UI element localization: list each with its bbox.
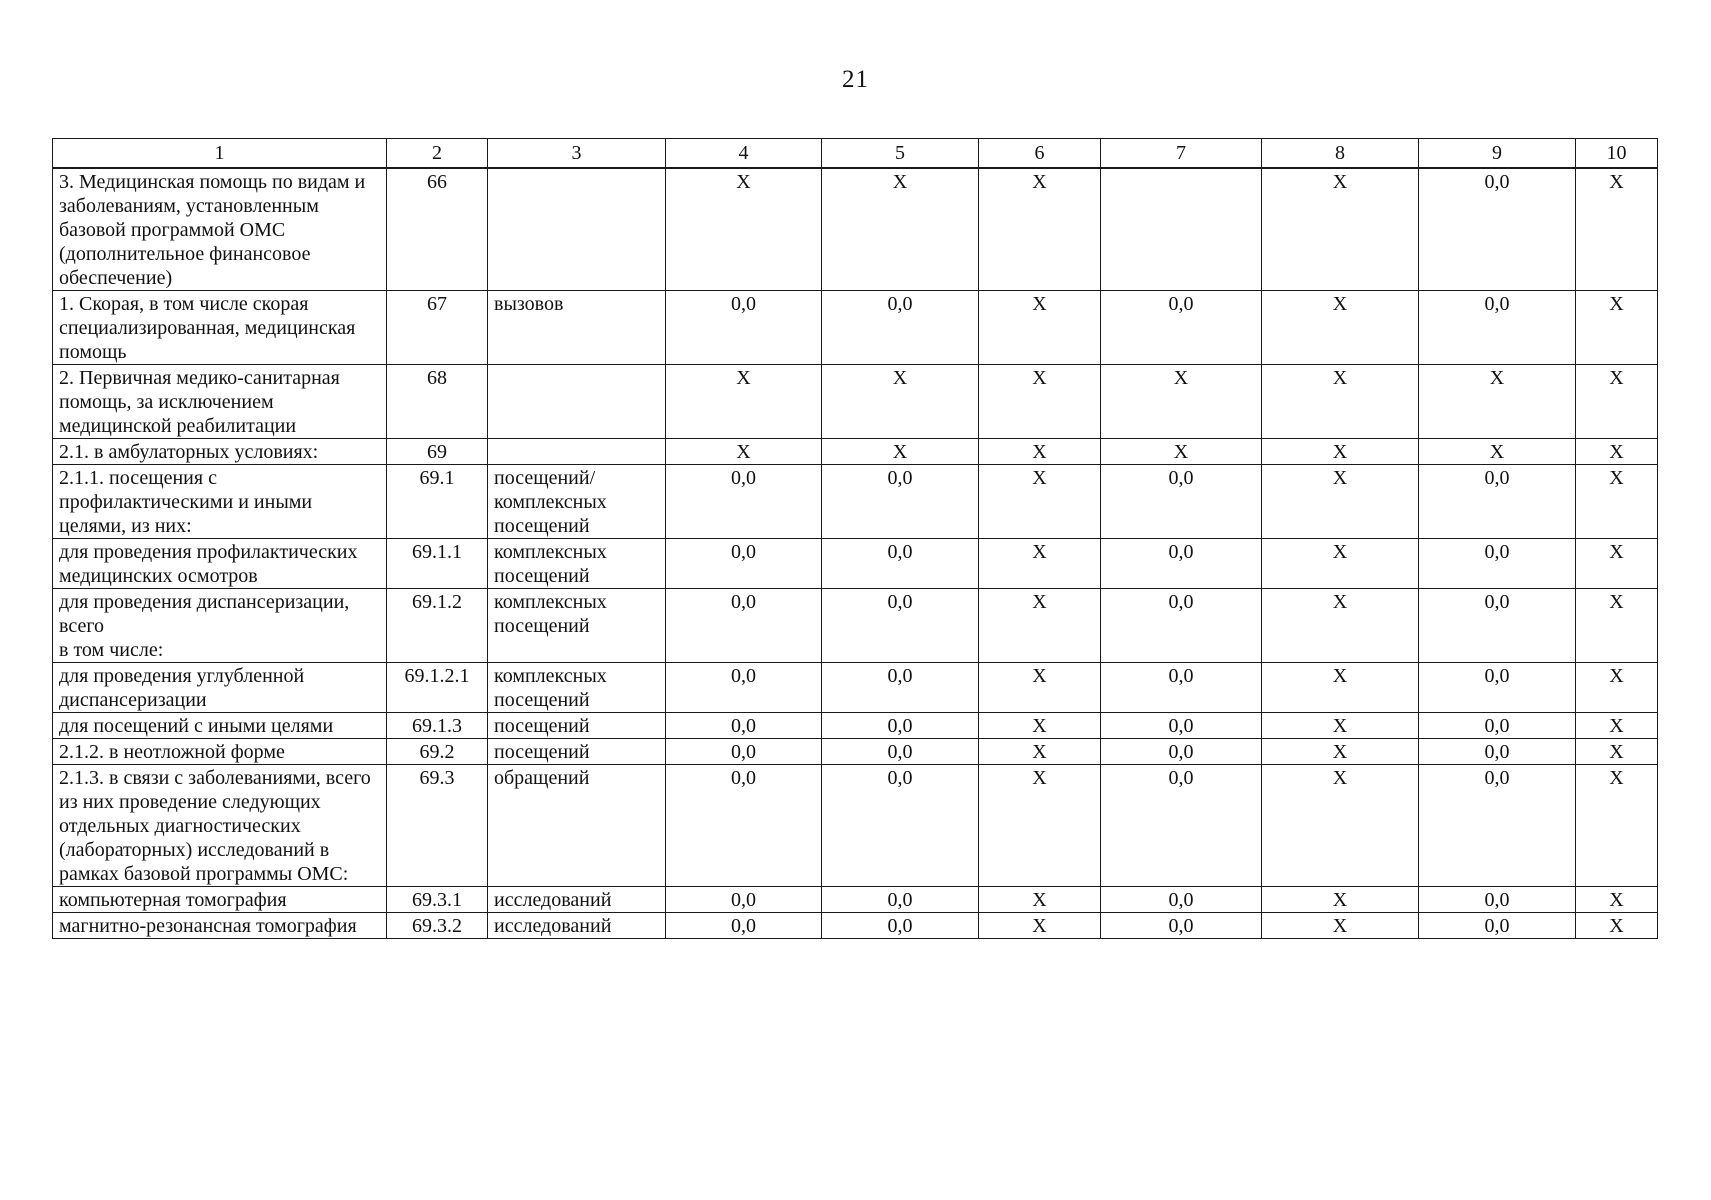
value-cell-col-5: 0,0: [822, 713, 979, 739]
value-cell-col-8: X: [1262, 539, 1419, 589]
value-cell-col-7: 0,0: [1101, 739, 1262, 765]
value-cell-col-8: X: [1262, 713, 1419, 739]
row-code-cell: 69.3.1: [387, 887, 488, 913]
table-row: [53, 589, 1658, 663]
row-code-cell: 69.1.2.1: [387, 663, 488, 713]
value-cell-col-10: X: [1576, 365, 1658, 439]
value-cell-col-6: X: [979, 713, 1101, 739]
column-header-10: 10: [1576, 139, 1658, 169]
value-cell-col-4: 0,0: [666, 739, 822, 765]
value-cell-col-5: X: [822, 168, 979, 291]
value-cell-col-9: 0,0: [1419, 739, 1576, 765]
row-unit-cell: вызовов: [488, 291, 666, 365]
row-unit-cell: [488, 439, 666, 465]
row-name-cell: 3. Медицинская помощь по видам и заболеваниям, установленным базовой программой ОМС (дополнительное финансовое обеспечение): [53, 168, 387, 291]
value-cell-col-8: X: [1262, 291, 1419, 365]
value-cell-col-9: 0,0: [1419, 887, 1576, 913]
value-cell-col-6: X: [979, 765, 1101, 887]
value-cell-col-8: X: [1262, 663, 1419, 713]
value-cell-col-6: X: [979, 439, 1101, 465]
value-cell-col-4: 0,0: [666, 713, 822, 739]
value-cell-col-10: X: [1576, 765, 1658, 887]
value-cell-col-8: X: [1262, 439, 1419, 465]
row-code-cell: 69.3.2: [387, 913, 488, 939]
table-row: [53, 291, 1658, 365]
value-cell-col-6: X: [979, 913, 1101, 939]
value-cell-col-6: X: [979, 539, 1101, 589]
column-header-4: 4: [666, 139, 822, 169]
value-cell-col-9: 0,0: [1419, 765, 1576, 887]
value-cell-col-10: X: [1576, 539, 1658, 589]
value-cell-col-6: X: [979, 887, 1101, 913]
row-code-cell: 66: [387, 168, 488, 291]
value-cell-col-5: 0,0: [822, 739, 979, 765]
table-row: [53, 887, 1658, 913]
value-cell-col-10: X: [1576, 739, 1658, 765]
value-cell-col-5: X: [822, 439, 979, 465]
value-cell-col-7: 0,0: [1101, 465, 1262, 539]
row-code-cell: 67: [387, 291, 488, 365]
value-cell-col-7: 0,0: [1101, 663, 1262, 713]
value-cell-col-5: 0,0: [822, 887, 979, 913]
row-unit-cell: [488, 168, 666, 291]
value-cell-col-8: X: [1262, 739, 1419, 765]
value-cell-col-8: X: [1262, 589, 1419, 663]
value-cell-col-9: 0,0: [1419, 291, 1576, 365]
value-cell-col-6: X: [979, 663, 1101, 713]
value-cell-col-10: X: [1576, 291, 1658, 365]
table-body: [53, 168, 1658, 939]
value-cell-col-7: 0,0: [1101, 713, 1262, 739]
table-row: [53, 365, 1658, 439]
table-row: [53, 539, 1658, 589]
value-cell-col-9: X: [1419, 439, 1576, 465]
value-cell-col-9: 0,0: [1419, 713, 1576, 739]
row-code-cell: 69: [387, 439, 488, 465]
value-cell-col-6: X: [979, 589, 1101, 663]
row-unit-cell: посещений/ комплексных посещений: [488, 465, 666, 539]
value-cell-col-7: 0,0: [1101, 291, 1262, 365]
value-cell-col-6: X: [979, 465, 1101, 539]
value-cell-col-10: X: [1576, 913, 1658, 939]
row-name-cell: 2.1. в амбулаторных условиях:: [53, 439, 387, 465]
value-cell-col-5: 0,0: [822, 539, 979, 589]
value-cell-col-8: X: [1262, 887, 1419, 913]
column-header-1: 1: [53, 139, 387, 169]
data-table: [52, 138, 1658, 939]
column-header-7: 7: [1101, 139, 1262, 169]
table-row: [53, 465, 1658, 539]
row-unit-cell: обращений: [488, 765, 666, 887]
value-cell-col-5: 0,0: [822, 465, 979, 539]
page-number: 21: [842, 66, 869, 93]
value-cell-col-10: X: [1576, 663, 1658, 713]
row-name-cell: для проведения профилактических медицинских осмотров: [53, 539, 387, 589]
column-header-2: 2: [387, 139, 488, 169]
row-code-cell: 69.2: [387, 739, 488, 765]
value-cell-col-8: X: [1262, 765, 1419, 887]
value-cell-col-4: X: [666, 439, 822, 465]
column-header-6: 6: [979, 139, 1101, 169]
column-header-3: 3: [488, 139, 666, 169]
row-name-cell: 2.1.1. посещения с профилактическими и иными целями, из них:: [53, 465, 387, 539]
value-cell-col-7: X: [1101, 365, 1262, 439]
table-row: [53, 765, 1658, 887]
value-cell-col-5: 0,0: [822, 663, 979, 713]
value-cell-col-4: 0,0: [666, 465, 822, 539]
value-cell-col-10: X: [1576, 465, 1658, 539]
table-row: [53, 913, 1658, 939]
row-name-cell: для посещений с иными целями: [53, 713, 387, 739]
table-row: [53, 439, 1658, 465]
value-cell-col-9: 0,0: [1419, 663, 1576, 713]
value-cell-col-10: X: [1576, 713, 1658, 739]
row-name-cell: компьютерная томография: [53, 887, 387, 913]
value-cell-col-9: 0,0: [1419, 589, 1576, 663]
value-cell-col-10: X: [1576, 439, 1658, 465]
value-cell-col-8: X: [1262, 168, 1419, 291]
value-cell-col-6: X: [979, 168, 1101, 291]
value-cell-col-7: 0,0: [1101, 887, 1262, 913]
value-cell-col-5: 0,0: [822, 291, 979, 365]
row-unit-cell: посещений: [488, 739, 666, 765]
row-unit-cell: посещений: [488, 713, 666, 739]
value-cell-col-7: 0,0: [1101, 765, 1262, 887]
header-row: [53, 139, 1658, 169]
value-cell-col-8: X: [1262, 913, 1419, 939]
value-cell-col-10: X: [1576, 887, 1658, 913]
value-cell-col-6: X: [979, 291, 1101, 365]
row-name-cell: для проведения углубленной диспансеризации: [53, 663, 387, 713]
value-cell-col-7: X: [1101, 439, 1262, 465]
row-name-cell: 2.1.2. в неотложной форме: [53, 739, 387, 765]
value-cell-col-9: 0,0: [1419, 465, 1576, 539]
value-cell-col-7: [1101, 168, 1262, 291]
value-cell-col-5: 0,0: [822, 913, 979, 939]
value-cell-col-4: X: [666, 168, 822, 291]
value-cell-col-4: 0,0: [666, 589, 822, 663]
column-header-8: 8: [1262, 139, 1419, 169]
row-code-cell: 69.1.1: [387, 539, 488, 589]
value-cell-col-6: X: [979, 739, 1101, 765]
row-unit-cell: комплексных посещений: [488, 589, 666, 663]
value-cell-col-10: X: [1576, 589, 1658, 663]
value-cell-col-6: X: [979, 365, 1101, 439]
value-cell-col-9: 0,0: [1419, 539, 1576, 589]
value-cell-col-8: X: [1262, 465, 1419, 539]
value-cell-col-4: 0,0: [666, 539, 822, 589]
value-cell-col-4: 0,0: [666, 887, 822, 913]
value-cell-col-5: X: [822, 365, 979, 439]
row-code-cell: 69.1.2: [387, 589, 488, 663]
value-cell-col-9: 0,0: [1419, 168, 1576, 291]
table-row: [53, 168, 1658, 291]
value-cell-col-4: 0,0: [666, 765, 822, 887]
row-code-cell: 68: [387, 365, 488, 439]
table-row: [53, 663, 1658, 713]
column-header-5: 5: [822, 139, 979, 169]
row-name-cell: 1. Скорая, в том числе скорая специализированная, медицинская помощь: [53, 291, 387, 365]
row-unit-cell: комплексных посещений: [488, 539, 666, 589]
row-unit-cell: [488, 365, 666, 439]
value-cell-col-9: 0,0: [1419, 913, 1576, 939]
row-code-cell: 69.1: [387, 465, 488, 539]
row-name-cell: 2. Первичная медико-санитарная помощь, за исключением медицинской реабилитации: [53, 365, 387, 439]
row-unit-cell: исследований: [488, 913, 666, 939]
value-cell-col-4: 0,0: [666, 663, 822, 713]
value-cell-col-4: X: [666, 365, 822, 439]
row-code-cell: 69.1.3: [387, 713, 488, 739]
table-row: [53, 713, 1658, 739]
value-cell-col-9: X: [1419, 365, 1576, 439]
value-cell-col-5: 0,0: [822, 765, 979, 887]
value-cell-col-4: 0,0: [666, 291, 822, 365]
value-cell-col-8: X: [1262, 365, 1419, 439]
table-row: [53, 739, 1658, 765]
row-unit-cell: исследований: [488, 887, 666, 913]
column-header-9: 9: [1419, 139, 1576, 169]
value-cell-col-7: 0,0: [1101, 539, 1262, 589]
value-cell-col-4: 0,0: [666, 913, 822, 939]
value-cell-col-7: 0,0: [1101, 589, 1262, 663]
row-name-cell: для проведения диспансеризации, всего в том числе:: [53, 589, 387, 663]
value-cell-col-5: 0,0: [822, 589, 979, 663]
row-name-cell: магнитно-резонансная томография: [53, 913, 387, 939]
row-code-cell: 69.3: [387, 765, 488, 887]
row-name-cell: 2.1.3. в связи с заболеваниями, всего из них проведение следующих отдельных диагностических (лабораторных) исследований в рамках базовой программы ОМС:: [53, 765, 387, 887]
value-cell-col-7: 0,0: [1101, 913, 1262, 939]
value-cell-col-10: X: [1576, 168, 1658, 291]
row-unit-cell: комплексных посещений: [488, 663, 666, 713]
